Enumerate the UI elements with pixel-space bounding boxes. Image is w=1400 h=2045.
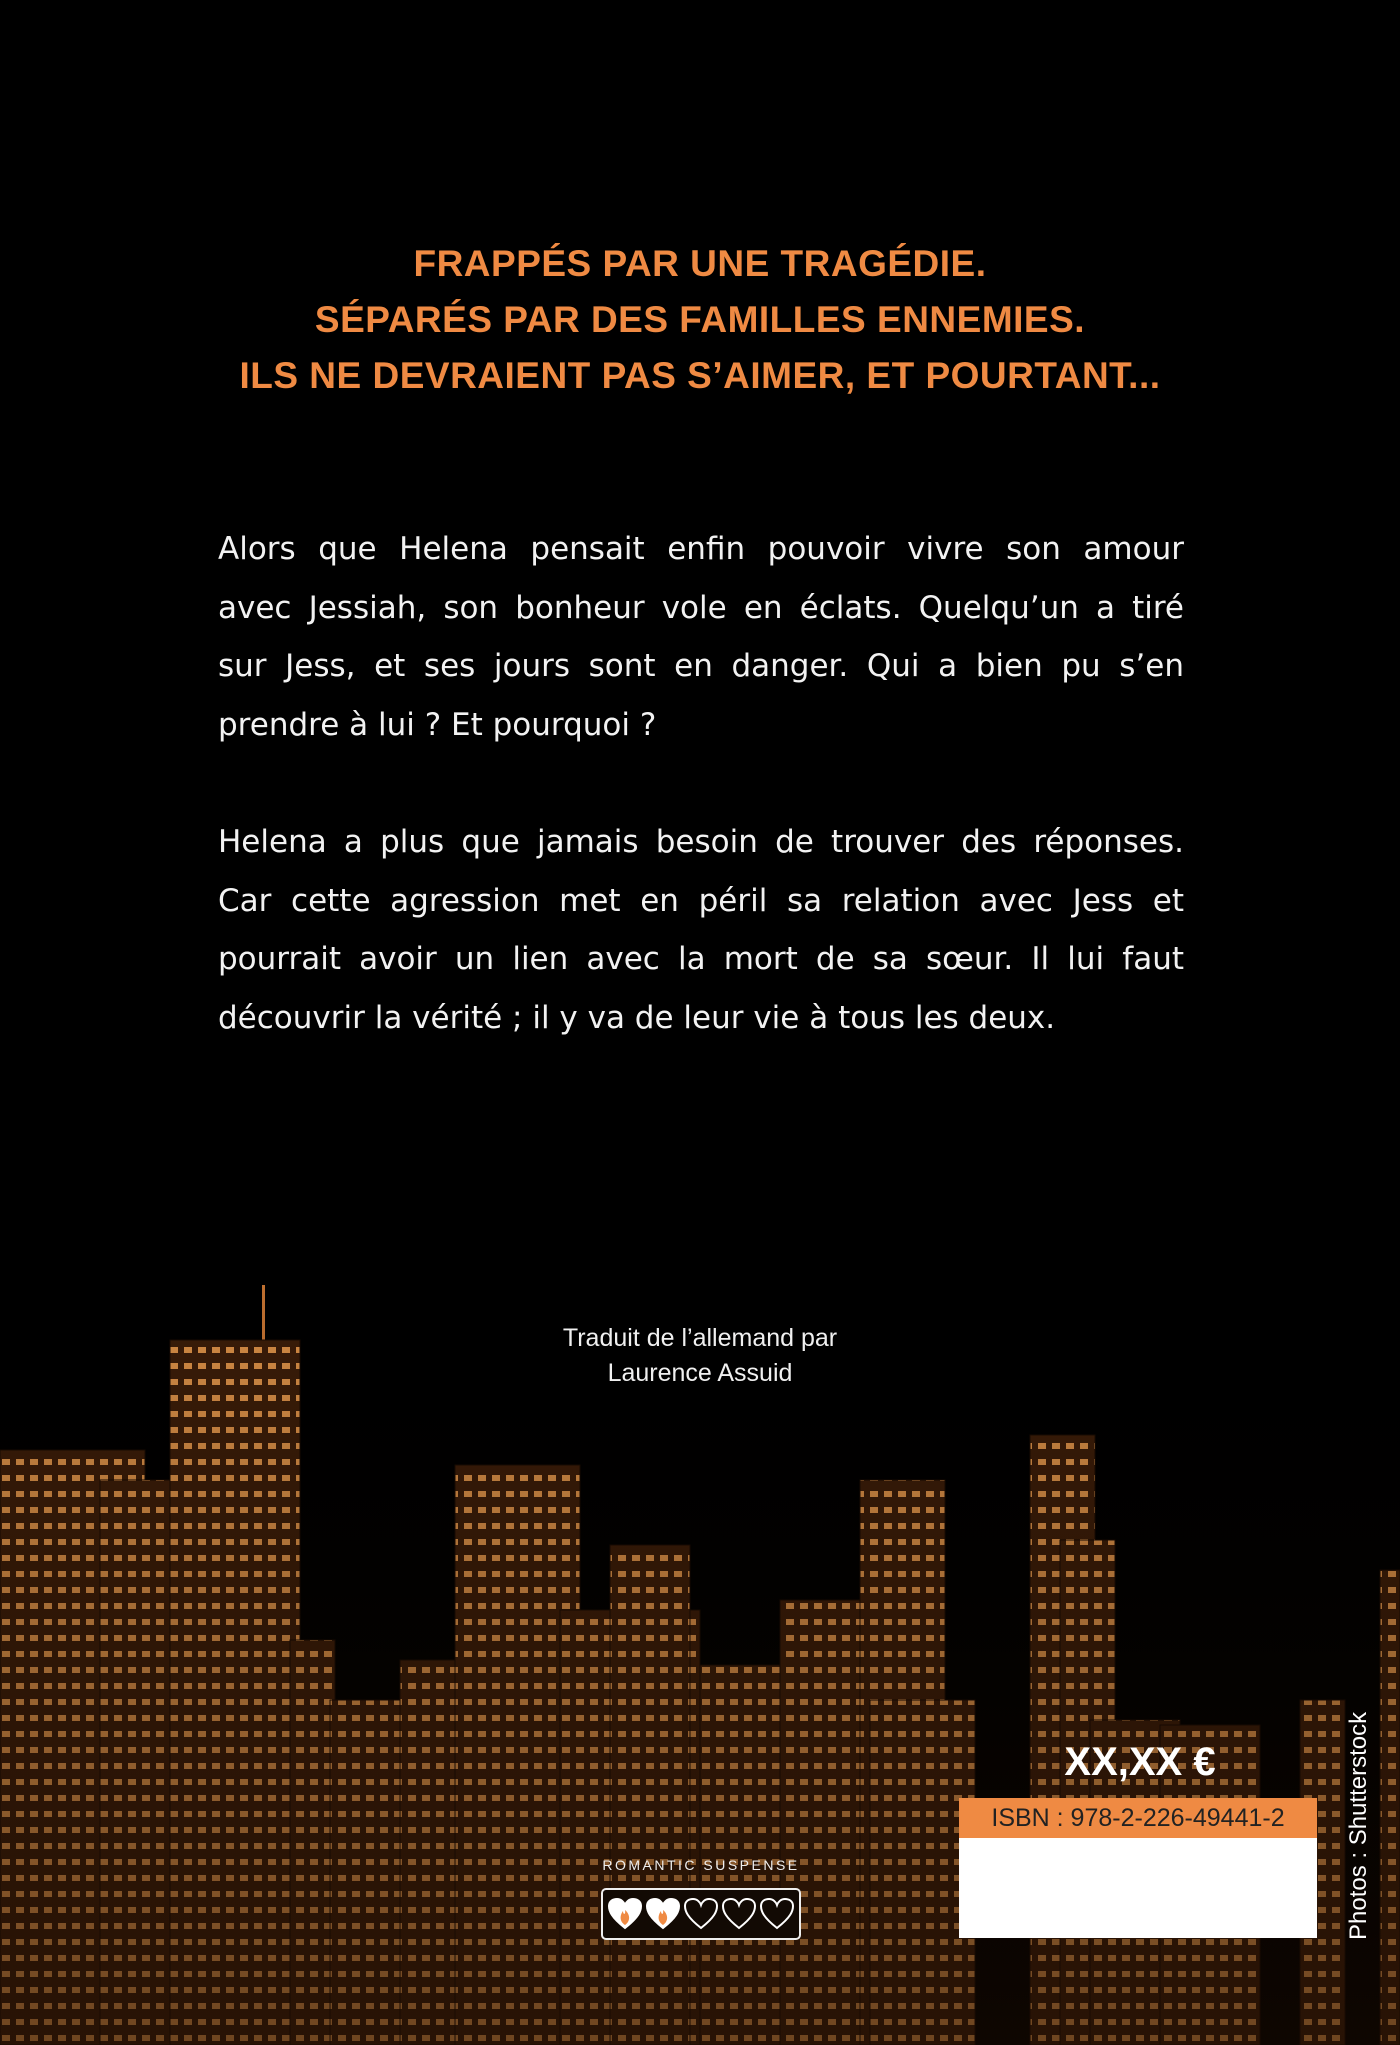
tagline-line: ILS NE DEVRAIENT PAS S’AIMER, ET POURTANT... xyxy=(239,355,1161,396)
tagline-line: SÉPARÉS PAR DES FAMILLES ENNEMIES. xyxy=(314,299,1086,340)
synopsis-line: Helena a plus que jamais besoin de trouver des réponses. xyxy=(218,824,1184,860)
synopsis-line: pourrait avoir un lien avec la mort de sa sœur. Il lui faut xyxy=(218,941,1184,977)
photo-credit: Photos : Shutterstock xyxy=(1345,1711,1372,1940)
translation-credit xyxy=(0,1321,1400,1391)
synopsis-line: prendre à lui ? Et pourquoi ? xyxy=(218,706,657,743)
heart-outline-icon xyxy=(759,1897,795,1931)
synopsis-line: avec Jessiah, son bonheur vole en éclats. Quelqu’un a tiré xyxy=(218,589,1184,626)
synopsis-paragraph-2 xyxy=(218,813,1184,1047)
heat-rating xyxy=(601,1888,801,1940)
translator-name: Laurence Assuid xyxy=(607,1359,793,1387)
translation-credit-line: Traduit de l’allemand par xyxy=(562,1324,838,1352)
genre-label: ROMANTIC SUSPENSE xyxy=(602,1857,800,1873)
barcode-box xyxy=(959,1798,1317,1938)
tagline-line: FRAPPÉS PAR UNE TRAGÉDIE. xyxy=(413,243,987,284)
heart-outline-icon xyxy=(721,1897,757,1931)
heart-outline-icon xyxy=(683,1897,719,1931)
tagline xyxy=(0,236,1400,404)
heart-filled-icon xyxy=(645,1897,681,1931)
isbn: ISBN : 978-2-226-49441-2 xyxy=(959,1798,1317,1838)
synopsis-line: Alors que Helena pensait enfin pouvoir vivre son amour xyxy=(218,531,1184,567)
synopsis-line: sur Jess, et ses jours sont en danger. Qui a bien pu s’en xyxy=(218,648,1184,684)
synopsis-line: Car cette agression met en péril sa relation avec Jess et xyxy=(218,882,1184,919)
price: XX,XX € xyxy=(1064,1740,1216,1784)
synopsis-paragraph-1 xyxy=(218,520,1184,754)
synopsis-line: découvrir la vérité ; il y va de leur vie à tous les deux. xyxy=(218,999,1056,1036)
heart-filled-icon xyxy=(607,1897,643,1931)
